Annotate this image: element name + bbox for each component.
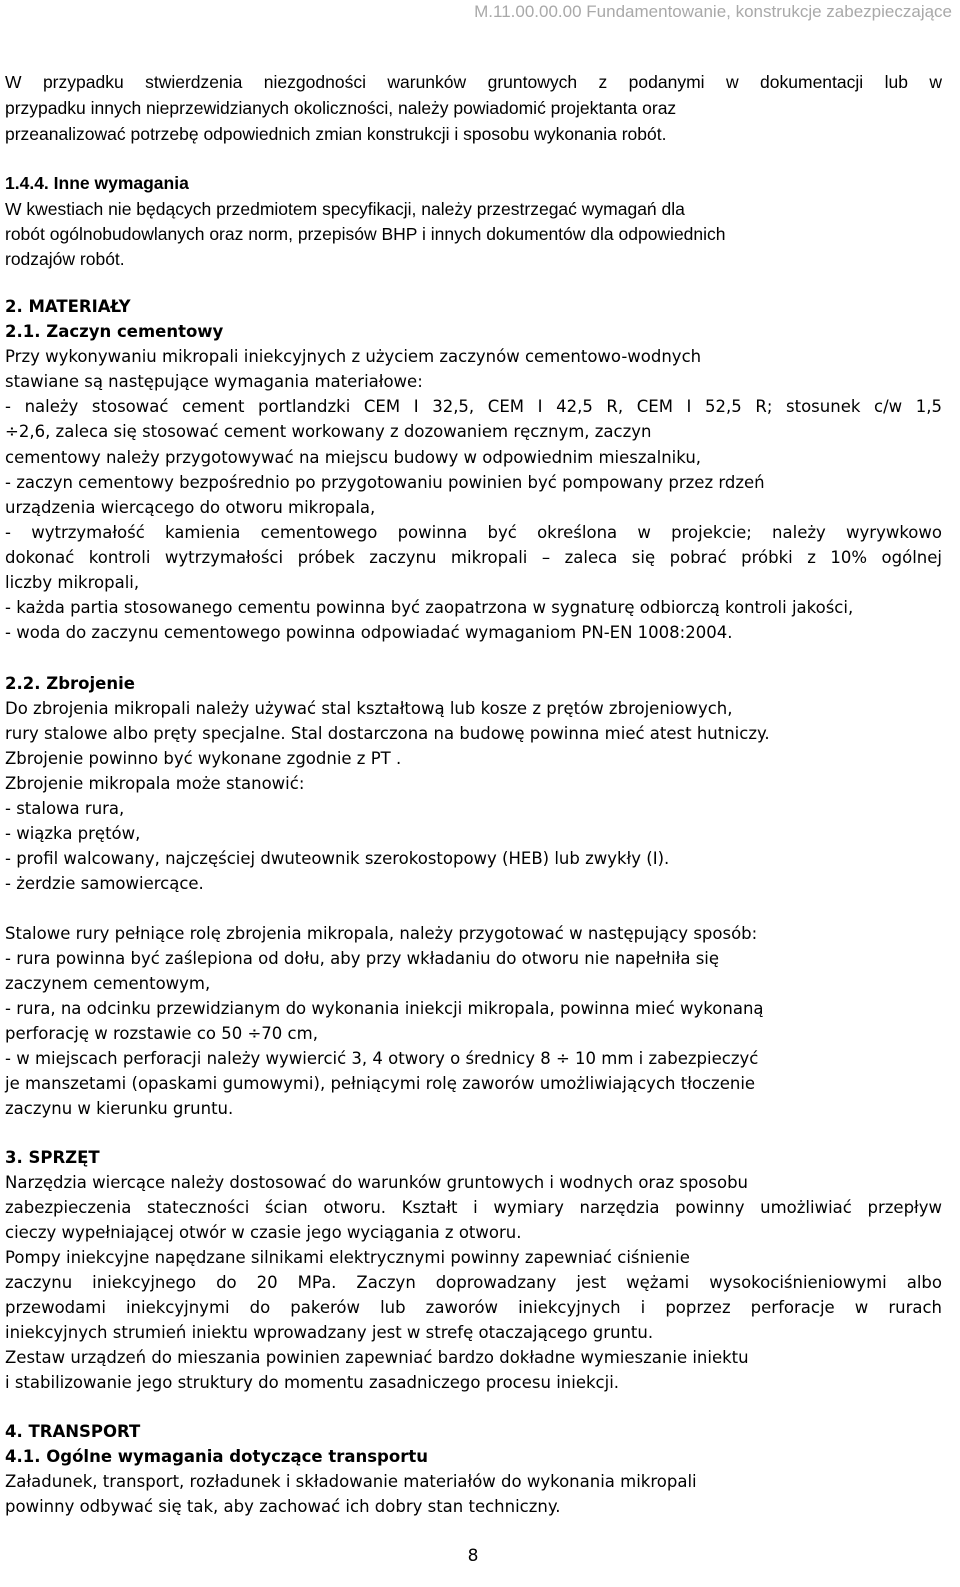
section-2-1-line-6: - zaczyn cementowy bezpośrednio po przygotowaniu powinien być pompowany przez rdzeń <box>5 473 765 492</box>
section-2-2-line-5: - stalowa rura, <box>5 799 125 818</box>
intro-line-3: przeanalizować potrzebę odpowiednich zmian konstrukcji i sposobu wykonania robót. <box>5 124 667 144</box>
section-2-2-line-7: - profil walcowany, najczęściej dwuteownik szerokostopowy (HEB) lub zwykły (I). <box>5 849 670 868</box>
running-header: M.11.00.00.00 Fundamentowanie, konstrukcje zabezpieczające <box>474 2 952 21</box>
section-2-heading: 2. MATERIAŁY <box>5 297 131 316</box>
section-2-1-line-10: liczby mikropali, <box>5 573 140 592</box>
section-3-line-8: Zestaw urządzeń do mieszania powinien zapewniać bardzo dokładne wymieszanie iniektu <box>5 1348 749 1367</box>
section-2-2b-line-6: - w miejscach perforacji należy wywiercić 3, 4 otwory o średnicy 8 ÷ 10 mm i zabezpieczyć <box>5 1049 759 1068</box>
section-1-4-4-heading: 1.4.4. Inne wymagania <box>5 173 189 193</box>
section-2-1-line-11: - każda partia stosowanego cementu powinna być zaopatrzona w sygnaturę odbiorczą kontroli jakości, <box>5 598 854 617</box>
section-3-heading: 3. SPRZĘT <box>5 1148 100 1167</box>
section-2-2b-line-8: zaczynu w kierunku gruntu. <box>5 1099 234 1118</box>
section-2-1-line-3: - należy stosować cement portlandzki CEM I 32,5, CEM I 42,5 R, CEM I 52,5 R; stosunek c/w 1,5 <box>5 397 942 416</box>
page-number: 8 <box>467 1546 479 1566</box>
intro-line-2: przypadku innych nieprzewidzianych okoliczności, należy powiadomić projektanta oraz <box>5 98 677 118</box>
section-1-4-4-line-3: rodzajów robót. <box>5 249 125 269</box>
section-2-1-line-1: Przy wykonywaniu mikropali iniekcyjnych z użyciem zaczynów cementowo-wodnych <box>5 347 702 366</box>
section-2-2-line-1: Do zbrojenia mikropali należy używać stal kształtową lub kosze z prętów zbrojeniowych, <box>5 699 733 718</box>
section-2-2b-line-3: zaczynem cementowym, <box>5 974 211 993</box>
section-2-1-line-12: - woda do zaczynu cementowego powinna odpowiadać wymaganiom PN-EN 1008:2004. <box>5 623 733 642</box>
section-1-4-4-line-2: robót ogólnobudowlanych oraz norm, przepisów BHP i innych dokumentów dla odpowiednich <box>5 224 726 244</box>
section-2-2b-line-4: - rura, na odcinku przewidzianym do wykonania iniekcji mikropala, powinna mieć wykonaną <box>5 999 764 1018</box>
section-2-2-line-3: Zbrojenie powinno być wykonane zgodnie z PT . <box>5 749 402 768</box>
section-4-1-line-2: powinny odbywać się tak, aby zachować ich dobry stan techniczny. <box>5 1497 561 1516</box>
section-3-line-9: i stabilizowanie jego struktury do momentu zasadniczego procesu iniekcji. <box>5 1373 620 1392</box>
section-3-line-3: cieczy wypełniającej otwór w czasie jego wyciągania z otworu. <box>5 1223 522 1242</box>
section-3-line-1: Narzędzia wiercące należy dostosować do warunków gruntowych i wodnych oraz sposobu <box>5 1173 749 1192</box>
section-2-1-line-4: ÷2,6, zaleca się stosować cement workowany z dozowaniem ręcznym, zaczyn <box>5 422 652 441</box>
section-2-2-line-2: rury stalowe albo pręty specjalne. Stal dostarczona na budowę powinna mieć atest hutniczy. <box>5 724 770 743</box>
section-2-1-line-9: dokonać kontroli wytrzymałości próbek zaczynu mikropali – zaleca się pobrać próbki z 10% ogólnej <box>5 548 942 567</box>
section-3-line-2: zabezpieczenia stateczności ścian otworu. Kształt i wymiary narzędzia powinny umożliwiać przepływ <box>5 1198 942 1217</box>
section-4-heading: 4. TRANSPORT <box>5 1422 141 1441</box>
section-3-line-4: Pompy iniekcyjne napędzane silnikami elektrycznymi powinny zapewniać ciśnienie <box>5 1248 690 1267</box>
section-2-1-line-2: stawiane są następujące wymagania materiałowe: <box>5 372 423 391</box>
section-2-2-line-4: Zbrojenie mikropala może stanowić: <box>5 774 305 793</box>
section-2-2b-line-7: je manszetami (opaskami gumowymi), pełniącymi rolę zaworów umożliwiających tłoczenie <box>5 1074 756 1093</box>
section-2-2b-line-1: Stalowe rury pełniące rolę zbrojenia mikropala, należy przygotować w następujący sposób: <box>5 924 758 943</box>
section-2-2b-line-2: - rura powinna być zaślepiona od dołu, aby przy wkładaniu do otworu nie napełniła się <box>5 949 720 968</box>
intro-line-1: W przypadku stwierdzenia niezgodności warunków gruntowych z podanymi w dokumentacji lub w <box>5 72 942 92</box>
section-2-2b-line-5: perforację w rozstawie co 50 ÷70 cm, <box>5 1024 318 1043</box>
section-2-2-line-6: - wiązka prętów, <box>5 824 141 843</box>
section-2-2-heading: 2.2. Zbrojenie <box>5 674 135 693</box>
section-2-1-line-5: cementowy należy przygotowywać na miejscu budowy w odpowiednim mieszalniku, <box>5 448 702 467</box>
section-3-line-7: iniekcyjnych strumień iniektu wprowadzany jest w strefę otaczającego gruntu. <box>5 1323 654 1342</box>
section-2-2-line-8: - żerdzie samowiercące. <box>5 874 204 893</box>
section-2-1-line-7: urządzenia wiercącego do otworu mikropala, <box>5 498 376 517</box>
section-1-4-4-line-1: W kwestiach nie będących przedmiotem specyfikacji, należy przestrzegać wymagań dla <box>5 199 685 219</box>
section-3-line-6: przewodami iniekcyjnymi do pakerów lub zaworów iniekcyjnych i poprzez perforacje w rurach <box>5 1298 942 1317</box>
section-3-line-5: zaczynu iniekcyjnego do 20 MPa. Zaczyn doprowadzany jest wężami wysokociśnieniowymi albo <box>5 1273 942 1292</box>
section-2-1-line-8: - wytrzymałość kamienia cementowego powinna być określona w projekcie; należy wyrywkowo <box>5 523 942 542</box>
section-4-1-line-1: Załadunek, transport, rozładunek i składowanie materiałów do wykonania mikropali <box>5 1472 697 1491</box>
section-2-1-heading: 2.1. Zaczyn cementowy <box>5 322 224 341</box>
section-4-1-heading: 4.1. Ogólne wymagania dotyczące transportu <box>5 1447 428 1466</box>
